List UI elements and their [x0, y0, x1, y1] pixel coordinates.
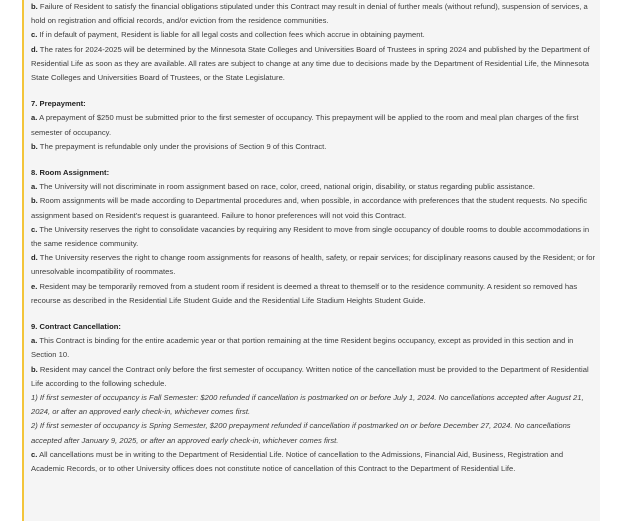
clause-text: Resident may cancel the Contract only before the first semester of occupancy. Written notice of the cancellation must be provided to the Department of Residential Life according to the following schedule. [31, 364, 589, 388]
financial-continuation [31, 0, 596, 85]
clause-text: A prepayment of $250 must be submitted prior to the first semester of occupancy. This prepayment will be applied to the room and meal plan charges of the first semester of occupancy. [31, 113, 579, 137]
clause-d [31, 251, 596, 279]
section-title: 7. Prepayment: [31, 99, 86, 109]
section-contract-cancellation [31, 320, 596, 476]
spring-schedule-note: 2) If first semester of occupancy is Spring Semester, $200 prepayment refunded if cancellation if postmarked on or before December 27, 2024. No cancellations accepted after January 9, 2025, or after an approved early check-in, whichever comes first. [31, 421, 571, 445]
clause-text: The University reserves the right to change room assignments for reasons of health, safety, or repair services; for disciplinary reasons caused by the Resident; or for unresolvable incompatibility of roommates. [31, 253, 596, 277]
clause-marker: c. [31, 30, 38, 40]
clause-marker: b. [31, 141, 38, 151]
clause-c [31, 223, 596, 251]
clause-marker: a. [31, 113, 38, 123]
contract-text [31, 0, 596, 476]
clause-marker: e. [31, 281, 38, 291]
clause-text: All cancellations must be in writing to the Department of Residential Life. Notice of cancellation to the Admissions, Financial Aid, Business, Registration and Academic Records, or to other University offices does not constitute notice of cancellation of this Contract to the Department of Residential Life. [31, 449, 564, 474]
clause-a [31, 111, 596, 139]
clause-marker: a. [31, 182, 38, 192]
clause-b [31, 363, 596, 391]
clause-a [31, 334, 596, 362]
clause-marker: b. [31, 196, 38, 206]
clause-b [31, 0, 596, 28]
clause-text: Failure of Resident to satisfy the financial obligations stipulated under this Contract may result in denial of further meals (without refund), suspension of services, a hold on registration and official records, and/or eviction from the residence communities. [31, 2, 588, 26]
clause-c [31, 448, 596, 476]
clause-text: The prepayment is refundable only under the provisions of Section 9 of this Contract. [37, 141, 327, 151]
clause-a [31, 180, 596, 194]
clause-text: Resident may be temporarily removed from a student room if resident is deemed a threat to themself or to the residence community. A resident so removed has recourse as described in the Residential Life Student Guide and the Residential Life Stadium Heights Student Guide. [31, 281, 578, 305]
clause-marker: a. [31, 336, 38, 346]
section-room-assignment [31, 166, 596, 308]
accent-bar [22, 0, 24, 521]
clause-marker: c. [31, 449, 38, 459]
clause-text: This Contract is binding for the entire academic year or that portion remaining at the time Resident begins occupancy, except as provided in this section and in Section 10. [31, 336, 574, 360]
section-title: 8. Room Assignment: [31, 168, 110, 178]
clause-text: The University reserves the right to consolidate vacancies by requiring any Resident to move from single occupancy of double rooms to double accommodations in the same residence community. [31, 224, 590, 249]
clause-text: The rates for 2024-2025 will be determined by the Minnesota State Colleges and Universities Board of Trustees in spring 2024 and published by the Department of Residential Life as soon as they are available. All rates are subject to change at any time due to decisions made by the Department of Residential Life, the Minnesota State Colleges and Universities Board of Trustees, or the State Legislature. [31, 44, 590, 83]
clause-text: The University will not discriminate in room assignment based on race, color, creed, national origin, disability, or status regarding public assistance. [37, 182, 535, 192]
clause-e [31, 280, 596, 308]
clause-marker: d. [31, 253, 38, 263]
clause-marker: c. [31, 224, 38, 234]
clause-b [31, 194, 596, 222]
clause-marker: b. [31, 2, 38, 11]
clause-marker: b. [31, 364, 38, 374]
section-title: 9. Contract Cancellation: [31, 322, 121, 332]
clause-c [31, 28, 596, 42]
clause-b [31, 140, 596, 154]
section-prepayment [31, 97, 596, 154]
clause-marker: d. [31, 44, 38, 54]
clause-text: If in default of payment, Resident is liable for all legal costs and collection fees which accrue in obtaining payment. [37, 30, 425, 40]
clause-text: Room assignments will be made according to Departmental procedures and, when possible, in accordance with preferences that the student requests. No specific assignment based on Resident's request is guaranteed. Failure to honor preferences will not void this Contract. [31, 196, 588, 220]
clause-d [31, 43, 596, 86]
fall-schedule-note: 1) If first semester of occupancy is Fall Semester: $200 refunded if cancellation is postmarked on or before July 1, 2024. No cancellations accepted after August 21, 2024, or after an approved early check-in, whichever comes first. [31, 393, 584, 417]
